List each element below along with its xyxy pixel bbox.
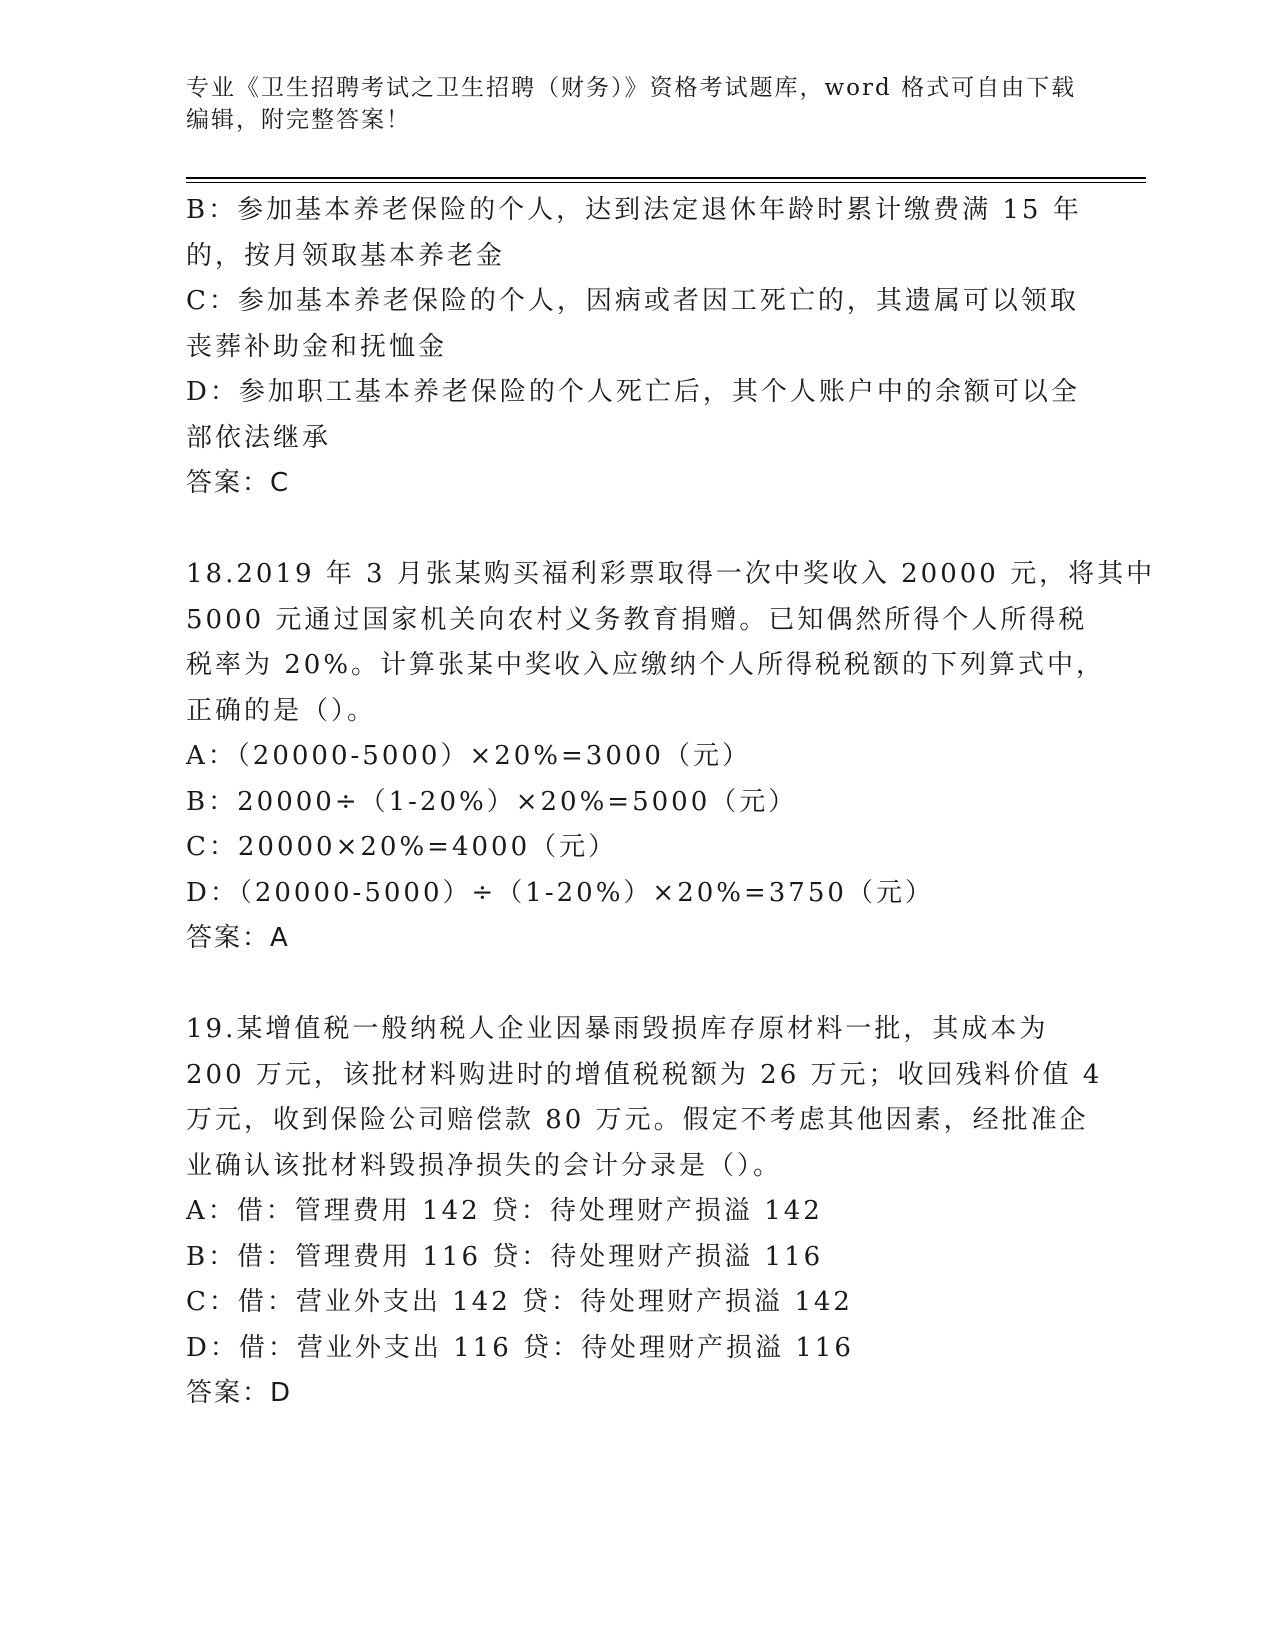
q18-stem-line-4: 正确的是（）。: [186, 695, 377, 726]
document-header: [186, 72, 1086, 136]
q18-stem-line-2: 5000 元通过国家机关向农村义务教育捐赠。已知偶然所得个人所得税: [186, 604, 1088, 635]
q19-stem-line-4: 业确认该批材料毁损净损失的会计分录是（）。: [186, 1150, 783, 1181]
question-19: [186, 1007, 1103, 1417]
q17-option-d-line-1: D：参加职工基本养老保险的个人死亡后，其个人账户中的余额可以全: [186, 377, 1080, 407]
spacer: [186, 507, 1086, 553]
question-18: [186, 552, 1156, 962]
q18-option-c: C：20000×20%=4000（元）: [186, 832, 618, 862]
q19-option-b: B：借：管理费用 116 贷：待处理财产损溢 116: [186, 1241, 824, 1272]
q18-stem-line-3: 税率为 20%。计算张某中奖收入应缴纳个人所得税税额的下列算式中，: [186, 650, 1106, 680]
document-body: [186, 188, 1156, 1417]
q19-stem-line-3: 万元，收到保险公司赔偿款 80 万元。假定不考虑其他因素，经批准企: [186, 1105, 1089, 1135]
q18-option-d: D：（20000-5000）÷（1-20%）×20%=3750（元）: [186, 877, 934, 908]
q17-answer: 答案：C: [186, 468, 291, 498]
question-17-options: [186, 188, 1086, 507]
q18-option-a: A：（20000-5000）×20%=3000（元）: [186, 741, 751, 771]
q17-option-c-line-1: C：参加基本养老保险的个人，因病或者因工死亡的，其遗属可以领取: [186, 286, 1079, 316]
header-divider-thick: [186, 177, 1146, 179]
q17-option-b-line-1: B：参加基本养老保险的个人，达到法定退休年龄时累计缴费满 15 年: [186, 195, 1082, 225]
q19-option-c: C：借：营业外支出 142 贷：待处理财产损溢 142: [186, 1287, 853, 1317]
q19-stem-line-2: 200 万元，该批材料购进时的增值税税额为 26 万元；收回残料价值 4: [186, 1059, 1103, 1090]
q17-option-b-line-2: 的，按月领取基本养老金: [186, 240, 506, 271]
q18-answer: 答案：A: [186, 923, 290, 953]
q18-stem-line-1: 18.2019 年 3 月张某购买福利彩票取得一次中奖收入 20000 元，将其中: [186, 559, 1156, 589]
q19-stem-line-1: 19.某增值税一般纳税人企业因暴雨毁损库存原材料一批，其成本为: [186, 1014, 1049, 1044]
header-divider-thin: [186, 182, 1146, 183]
spacer: [186, 962, 1086, 1008]
q17-option-d-line-2: 部依法继承: [186, 422, 332, 453]
header-line-2: 编辑，附完整答案！: [186, 107, 411, 133]
q18-option-b: B：20000÷（1-20%）×20%=5000（元）: [186, 786, 798, 817]
q19-answer: 答案：D: [186, 1378, 293, 1408]
q19-option-a: A：借：管理费用 142 贷：待处理财产损溢 142: [186, 1196, 823, 1226]
header-line-1: 专业《卫生招聘考试之卫生招聘（财务）》资格考试题库，word 格式可自由下载: [186, 75, 1077, 101]
q19-option-d: D：借：营业外支出 116 贷：待处理财产损溢 116: [186, 1332, 854, 1363]
q17-option-c-line-2: 丧葬补助金和抚恤金: [186, 331, 448, 362]
